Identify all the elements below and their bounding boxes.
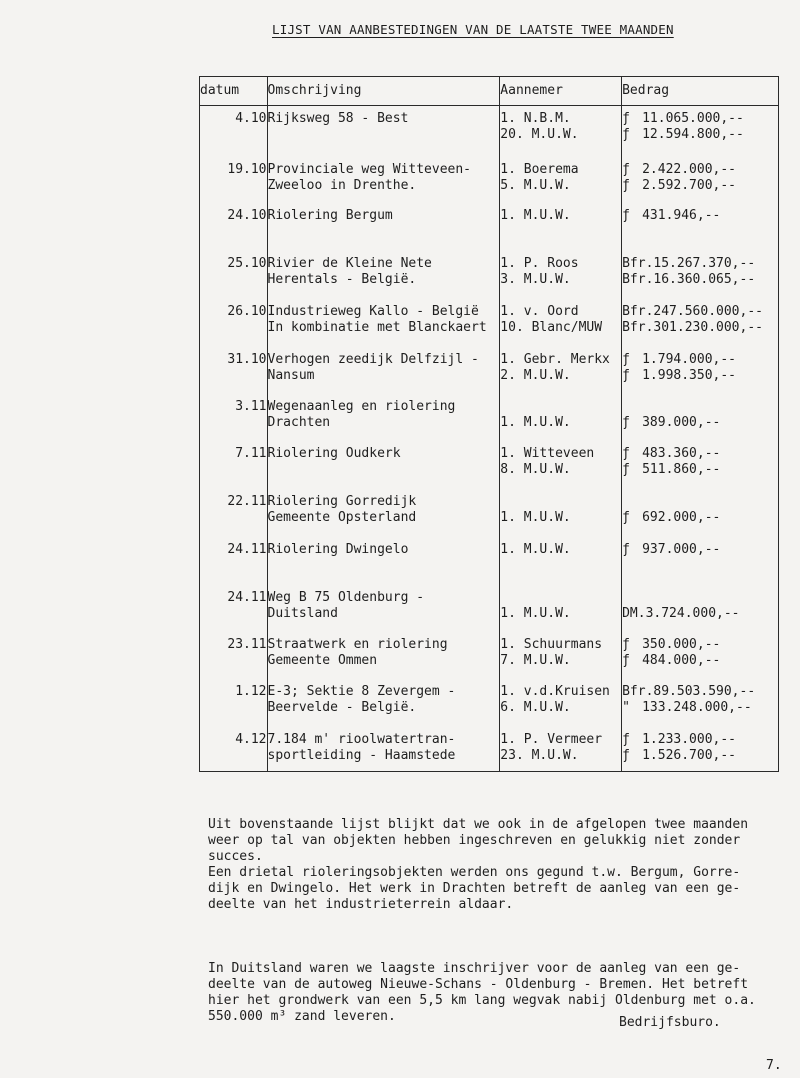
table-row [200,150,779,200]
cell-date [200,581,268,629]
cell-contractor [500,391,622,438]
currency-symbol: Bfr. [622,272,654,287]
description-line: Verhogen zeedijk Delfzijl - [267,352,479,367]
currency-symbol: DM. [622,606,646,621]
description-line: Riolering Oudkerk [267,446,401,461]
cell-date [200,295,268,343]
date-text: 23.11 [227,637,267,652]
currency-symbol: ƒ [622,111,630,126]
amount-line [622,446,778,462]
table-row [200,391,779,438]
description-line [268,127,500,143]
description-line: Riolering Bergum [267,208,393,223]
currency-symbol: Bfr. [622,684,654,699]
date-text: 24.11 [227,542,267,557]
header-contractor: Aannemer [500,77,622,106]
cell-contractor [500,106,622,151]
amount-line [622,700,778,716]
cell-description [267,581,500,629]
contractor-line: 1. M.U.W. [500,542,571,557]
amount-value: 89.503.590,-- [653,684,756,699]
contractor-line: 1. v.d.Kruisen [500,684,610,699]
amount-line [622,590,778,606]
description-line [268,224,500,240]
description-line: Weg B 75 Oldenburg - [267,590,425,605]
currency-symbol: ƒ [622,352,630,367]
description-line: Wegenaanleg en riolering [267,399,456,414]
cell-date [200,485,268,533]
currency-symbol: ƒ [622,178,630,193]
paragraph: In Duitsland waren we laagste inschrijver voor de aanleg van een ge- deelte van de autoweg Nieuwe-Schans - Oldenburg - Bremen. Het betreft hier het grondwerk van een 5,5 km lang wegvak nabij Oldenburg met o.a. 550.000 m³ zand leveren. [208,961,756,1024]
amount-value: 11.065.000,-- [642,111,744,126]
date-text: 3.11 [235,399,267,414]
cell-amount [622,629,779,676]
cell-amount [622,106,779,151]
amount-line [622,494,778,510]
currency-symbol: ƒ [622,510,630,525]
currency-symbol: ƒ [622,637,630,652]
table-row [200,533,779,581]
currency-symbol: ƒ [622,748,630,763]
date-text: 24.10 [227,208,267,223]
amount-line [622,272,778,288]
description-line: Beervelde - België. [267,700,417,715]
currency-symbol: Bfr. [622,304,654,319]
contractor-line: 1. Witteveen [500,446,595,461]
date-text: 26.10 [227,304,267,319]
contractor-line: 6. M.U.W. [500,700,571,715]
date-text: 31.10 [227,352,267,367]
description-line: Riolering Dwingelo [267,542,409,557]
cell-description [267,200,500,248]
signature: Bedrijfsburo. [619,1015,721,1030]
description-line: In kombinatie met Blanckaert [267,320,487,335]
amount-line [622,162,778,178]
cell-amount [622,391,779,438]
cell-description [267,723,500,772]
contractor-line [500,494,621,510]
table-row [200,295,779,343]
amount-value: 1.998.350,-- [642,368,737,383]
currency-symbol: ƒ [622,653,630,668]
description-line [268,462,500,478]
contractor-line: 1. M.U.W. [500,606,571,621]
description-line: sportleiding - Haamstede [267,748,456,763]
amount-value: 2.422.000,-- [642,162,737,177]
description-line: Zweeloo in Drenthe. [267,178,417,193]
cell-amount [622,295,779,343]
cell-description [267,248,500,295]
contractor-line: 1. M.U.W. [500,510,571,525]
table-row [200,723,779,772]
description-line: Rijksweg 58 - Best [267,111,409,126]
contractor-line: 1. P. Roos [500,256,579,271]
description-line: Provinciale weg Witteveen- [267,162,472,177]
contractor-line: 3. M.U.W. [500,272,571,287]
cell-date [200,533,268,581]
description-line: Duitsland [267,606,338,621]
table-row [200,200,779,248]
amount-line [622,178,778,194]
currency-symbol: ƒ [622,446,630,461]
amount-value: 431.946,-- [642,208,721,223]
table-row [200,485,779,533]
description-line: Herentals - België. [267,272,417,287]
header-amount: Bedrag [622,77,779,106]
cell-amount [622,581,779,629]
page-title: LIJST VAN AANBESTEDINGEN VAN DE LAATSTE TWEE MAANDEN [272,22,674,37]
cell-date [200,676,268,723]
table-row [200,581,779,629]
cell-description [267,295,500,343]
cell-contractor [500,150,622,200]
table-row [200,106,779,151]
amount-value: 2.592.700,-- [642,178,737,193]
currency-symbol: ƒ [622,368,630,383]
cell-amount [622,676,779,723]
cell-contractor [500,629,622,676]
amount-line [622,208,778,224]
amount-value: 15.267.370,-- [653,256,756,271]
description-line: Rivier de Kleine Nete [267,256,432,271]
table-row [200,438,779,485]
amount-value: 1.794.000,-- [642,352,737,367]
amount-value: 3.724.000,-- [645,606,740,621]
cell-contractor [500,581,622,629]
cell-amount [622,248,779,295]
contractor-line: 23. M.U.W. [500,748,579,763]
amount-line [622,637,778,653]
cell-description [267,391,500,438]
contractor-line [500,558,621,574]
cell-amount [622,150,779,200]
currency-symbol: " [622,700,630,715]
currency-symbol: ƒ [622,208,630,223]
contractor-line: 5. M.U.W. [500,178,571,193]
cell-description [267,150,500,200]
date-text: 22.11 [227,494,267,509]
contractor-line: 10. Blanc/MUW [500,320,603,335]
amount-line [622,748,778,764]
cell-date [200,391,268,438]
contractor-line: 1. N.B.M. [500,111,571,126]
description-line: Gemeente Opsterland [267,510,417,525]
cell-description [267,485,500,533]
cell-amount [622,723,779,772]
cell-description [267,343,500,391]
cell-contractor [500,200,622,248]
cell-contractor [500,248,622,295]
contractor-line: 1. P. Vermeer [500,732,603,747]
amount-line [622,256,778,272]
cell-amount [622,438,779,485]
amount-line [622,510,778,526]
date-text: 25.10 [227,256,267,271]
cell-amount [622,200,779,248]
contractor-line: 8. M.U.W. [500,462,571,477]
date-text: 1.12 [235,684,267,699]
currency-symbol: ƒ [622,162,630,177]
page-number: 7. [766,1058,782,1073]
currency-symbol: Bfr. [622,320,654,335]
cell-date [200,629,268,676]
description-line: 7.184 m' rioolwatertran- [267,732,456,747]
header-description: Omschrijving [267,77,500,106]
table-row [200,248,779,295]
amount-line [622,542,778,558]
description-line: Nansum [267,368,315,383]
currency-symbol: Bfr. [622,256,654,271]
amount-line [622,304,778,320]
currency-symbol: ƒ [622,127,630,142]
contractor-line [500,399,621,415]
amount-line [622,462,778,478]
amount-line [622,399,778,415]
amount-line [622,368,778,384]
contractor-line: 1. Gebr. Merkx [500,352,610,367]
contractor-line: 1. M.U.W. [500,415,571,430]
amount-line [622,111,778,127]
table-header-row [200,77,779,106]
amount-line [622,558,778,574]
amount-line [622,732,778,748]
contractor-line: 20. M.U.W. [500,127,579,142]
table-row [200,676,779,723]
amount-line [622,320,778,336]
date-text: 4.12 [235,732,267,747]
cell-contractor [500,533,622,581]
cell-amount [622,533,779,581]
cell-amount [622,485,779,533]
contractor-line [500,224,621,240]
amount-value: 12.594.800,-- [642,127,744,142]
description-line: Riolering Gorredijk [267,494,417,509]
date-text: 19.10 [227,162,267,177]
date-text: 4.10 [235,111,267,126]
cell-description [267,438,500,485]
date-text: 7.11 [235,446,267,461]
cell-amount [622,343,779,391]
amount-value: 133.248.000,-- [642,700,752,715]
amount-value: 247.560.000,-- [653,304,763,319]
contractor-line: 1. Boerema [500,162,579,177]
amount-line [622,684,778,700]
contractor-line: 1. v. Oord [500,304,579,319]
contractor-line: 7. M.U.W. [500,653,571,668]
description-line: Straatwerk en riolering [267,637,448,652]
cell-date [200,343,268,391]
cell-contractor [500,723,622,772]
tender-table [199,76,779,772]
amount-value: 16.360.065,-- [653,272,756,287]
amount-value: 301.230.000,-- [653,320,763,335]
amount-value: 1.233.000,-- [642,732,737,747]
table-row [200,629,779,676]
currency-symbol: ƒ [622,415,630,430]
cell-contractor [500,676,622,723]
table-row [200,343,779,391]
currency-symbol: ƒ [622,732,630,747]
amount-line [622,127,778,143]
amount-line [622,352,778,368]
cell-description [267,629,500,676]
cell-date [200,106,268,151]
description-line: E-3; Sektie 8 Zevergem - [267,684,456,699]
currency-symbol: ƒ [622,462,630,477]
cell-contractor [500,485,622,533]
amount-value: 389.000,-- [642,415,721,430]
cell-date [200,200,268,248]
header-date: datum [200,77,268,106]
cell-contractor [500,295,622,343]
contractor-line [500,590,621,606]
amount-line [622,415,778,431]
contractor-line: 1. Schuurmans [500,637,603,652]
amount-value: 1.526.700,-- [642,748,737,763]
currency-symbol: ƒ [622,542,630,557]
description-line: Drachten [267,415,331,430]
paragraph: Uit bovenstaande lijst blijkt dat we ook in de afgelopen twee maanden weer op tal van objekten hebben ingeschreven en gelukkig niet zonder succes. Een drietal rioleringsobjekten werden ons gegund t.w. Bergum, Gorre- dijk en Dwingelo. Het werk in Drachten betreft de aanleg van een ge- deelte van het industrieterrein aldaar. [208,817,749,912]
cell-description [267,533,500,581]
cell-description [267,676,500,723]
cell-contractor [500,343,622,391]
table-body [200,106,779,772]
cell-date [200,150,268,200]
contractor-line: 1. M.U.W. [500,208,571,223]
amount-value: 692.000,-- [642,510,721,525]
description-line: Gemeente Ommen [267,653,378,668]
cell-description [267,106,500,151]
cell-contractor [500,438,622,485]
description-line: Industrieweg Kallo - België [267,304,479,319]
amount-value: 937.000,-- [642,542,721,557]
amount-line [622,653,778,669]
amount-line [622,606,778,622]
description-line [268,558,500,574]
cell-date [200,723,268,772]
date-text: 24.11 [227,590,267,605]
amount-value: 483.360,-- [642,446,721,461]
cell-date [200,248,268,295]
cell-date [200,438,268,485]
contractor-line: 2. M.U.W. [500,368,571,383]
amount-value: 511.860,-- [642,462,721,477]
amount-value: 350.000,-- [642,637,721,652]
amount-line [622,224,778,240]
amount-value: 484.000,-- [642,653,721,668]
